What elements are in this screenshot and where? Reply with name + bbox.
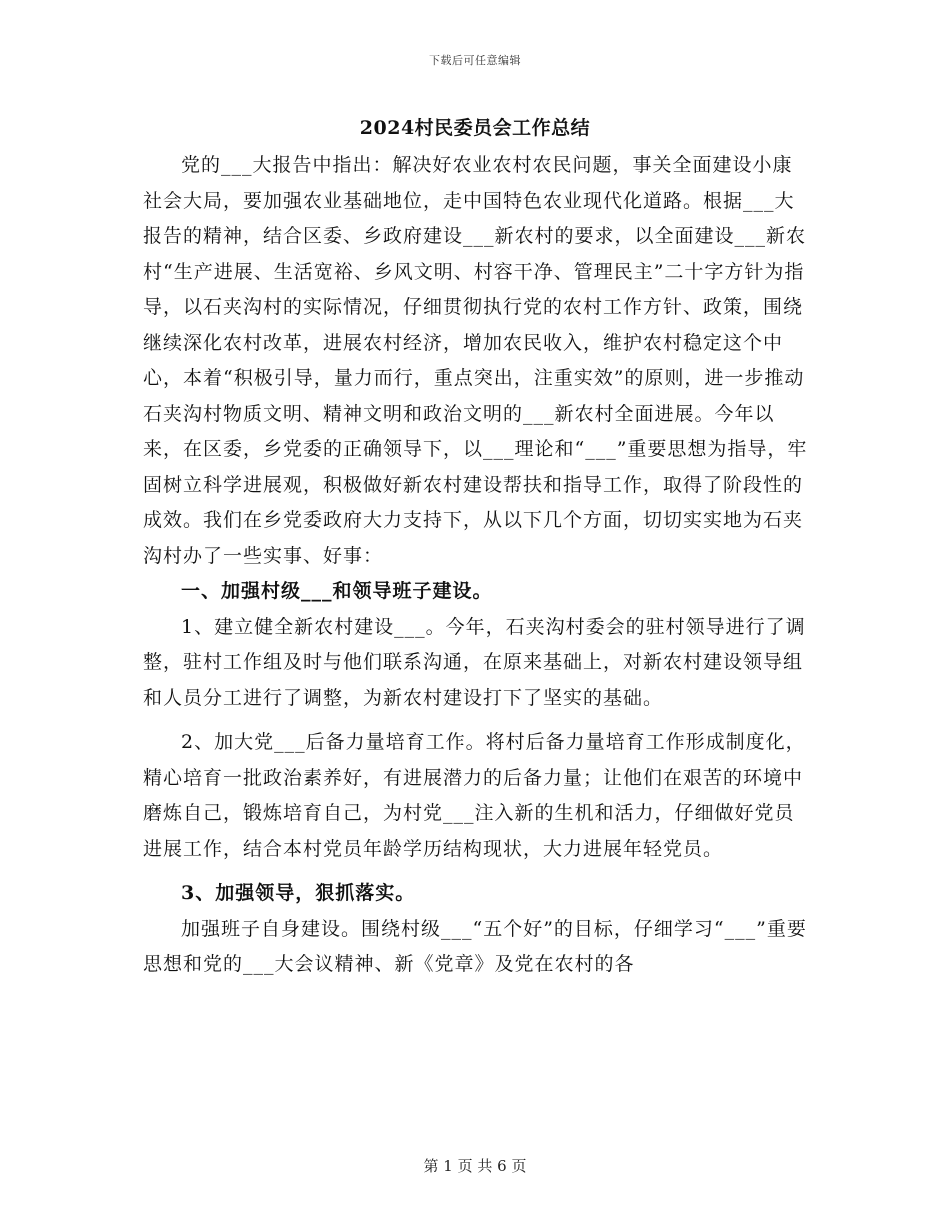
- document-body: [143, 148, 809, 983]
- item-paragraph-1: 1、建立健全新农村建设___。今年，石夹沟村委会的驻村领导进行了调整，驻村工作组及时与他们联系沟通，在原来基础上，对新农村建设领导组和人员分工进行了调整，为新农村建设打下了坚实的基础。: [143, 615, 806, 709]
- item-paragraph-3: 加强班子自身建设。围绕村级___“五个好”的目标，仔细学习“___”重要思想和党的___大会议精神、新《党章》及党在农村的各: [143, 917, 807, 975]
- section-heading-3: 3、加强领导，狠抓落实。: [181, 882, 416, 904]
- document-title: 2024村民委员会工作总结: [359, 117, 591, 139]
- page-number-footer: 第 1 页 共 6 页: [423, 1157, 527, 1175]
- intro-paragraph: 党的___大报告中指出：解决好农业农村农民问题，事关全面建设小康社会大局，要加强农业基础地位，走中国特色农业现代化道路。根据___大报告的精神，结合区委、乡政府建设___新农村的要求，以全面建设___新农村“生产进展、生活宽裕、乡风文明、村容干净、管理民主”二十字方针为指导，以石夹沟村的实际情况，仔细贯彻执行党的农村工作方针、政策，围绕继续深化农村改革，进展农村经济，增加农民收入，维护农村稳定这个中心，本着“积极引导，量力而行，重点突出，注重实效”的原则，进一步推动石夹沟村物质文明、精神文明和政治文明的___新农村全面进展。今年以来，在区委，乡党委的正确领导下，以___理论和“___”重要思想为指导，牢固树立科学进展观，积极做好新农村建设帮扶和指导工作，取得了阶段性的成效。我们在乡党委政府大力支持下，从以下几个方面，切切实实地为石夹沟村办了一些实事、好事：: [143, 154, 808, 567]
- section-heading-1: 一、加强村级___和领导班子建设。: [181, 580, 493, 602]
- page-header: 下载后可任意编辑: [429, 54, 521, 67]
- item-paragraph-2: 2、加大党___后备力量培育工作。将村后备力量培育工作形成制度化，精心培育一批政治素养好，有进展潜力的后备力量；让他们在艰苦的环境中磨炼自己，锻炼培育自己，为村党___注入新的生机和活力，仔细做好党员进展工作，结合本村党员年龄学历结构现状，大力进展年轻党员。: [143, 731, 806, 860]
